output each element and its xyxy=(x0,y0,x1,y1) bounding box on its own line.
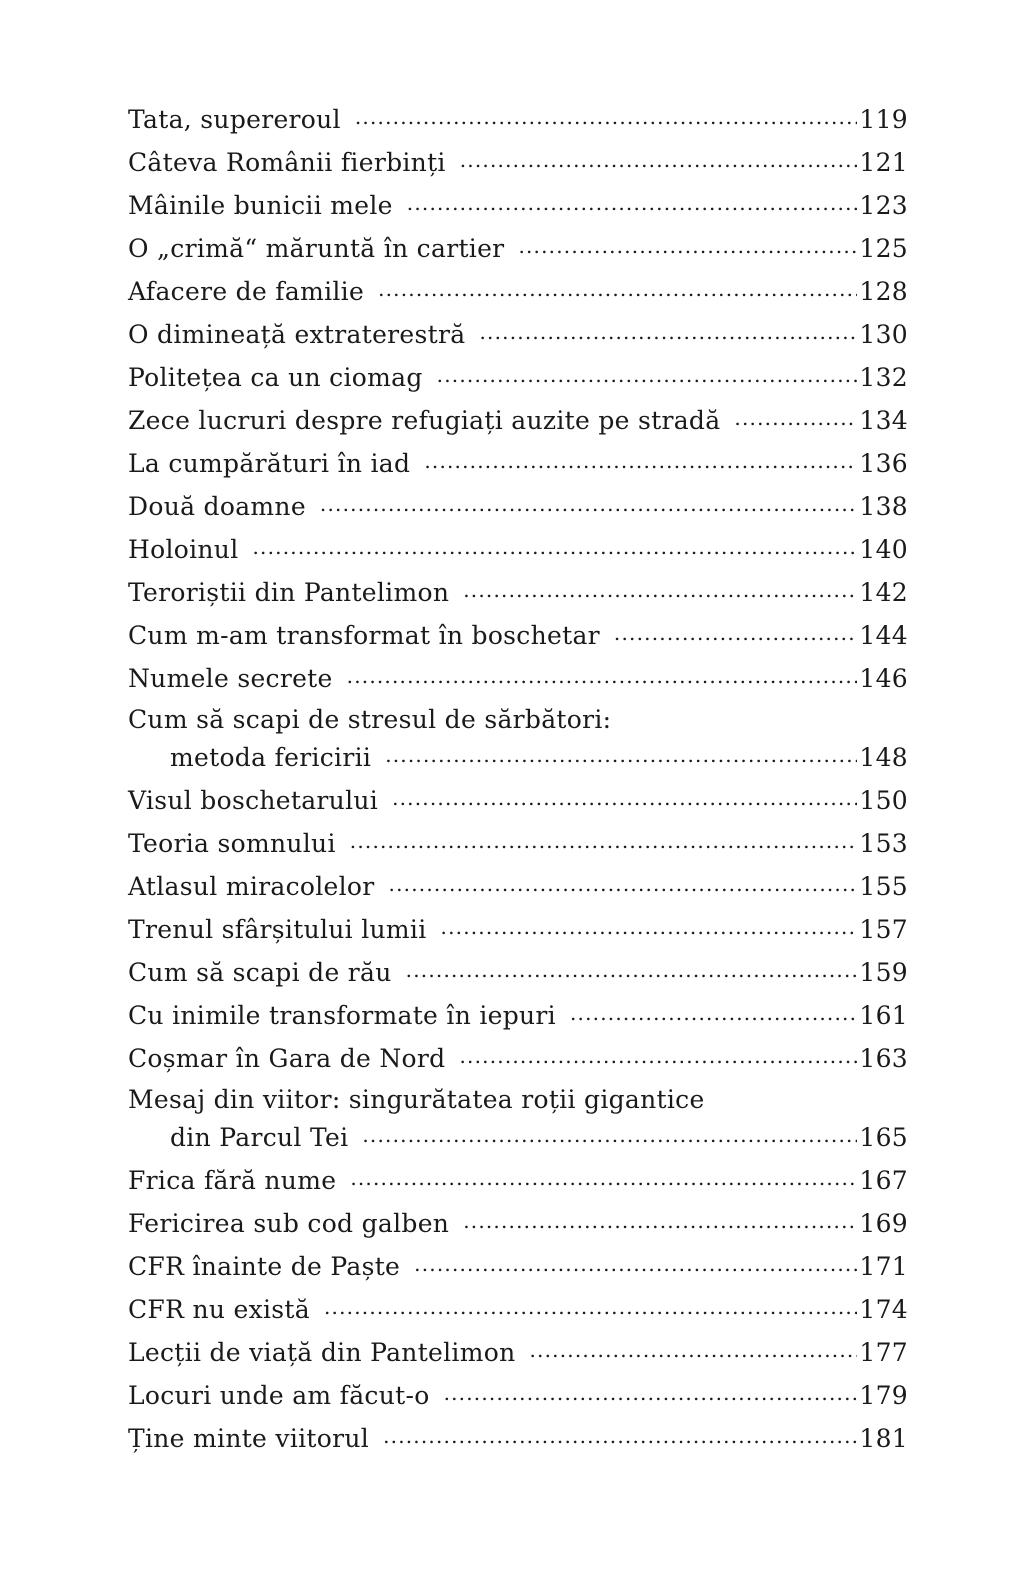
toc-entry-title: Teoria somnului xyxy=(128,829,336,858)
toc-entry-title: Atlasul miracolelor xyxy=(128,872,375,901)
toc-entry[interactable] xyxy=(128,1293,908,1336)
toc-entry-page: 163 xyxy=(859,1044,908,1073)
toc-dot-leader xyxy=(437,361,858,386)
toc-entry-page: 161 xyxy=(859,1001,908,1030)
toc-entry[interactable] xyxy=(128,275,908,318)
toc-entry-page: 165 xyxy=(859,1123,908,1152)
toc-dot-leader xyxy=(460,146,858,171)
toc-entry-title: Visul boschetarului xyxy=(128,786,379,815)
toc-entry[interactable] xyxy=(128,741,908,784)
toc-entry-line1[interactable] xyxy=(128,1085,908,1121)
toc-entry[interactable] xyxy=(128,146,908,189)
toc-entry-page: 119 xyxy=(859,105,908,134)
toc-entry-page: 125 xyxy=(859,234,908,263)
toc-dot-leader xyxy=(355,103,858,128)
toc-dot-leader xyxy=(570,999,857,1024)
toc-entry-title: Două doamne xyxy=(128,492,306,521)
toc-entry-title: Lecții de viață din Pantelimon xyxy=(128,1338,516,1367)
toc-entry-title: din Parcul Tei xyxy=(170,1123,349,1152)
toc-entry[interactable] xyxy=(128,619,908,662)
toc-entry-title-line1: Mesaj din viitor: singurătatea roții gigantice xyxy=(128,1085,705,1114)
toc-dot-leader xyxy=(407,189,858,214)
toc-entry-page: 159 xyxy=(859,958,908,987)
toc-entry-title: Teroriștii din Pantelimon xyxy=(128,578,450,607)
toc-entry-page: 146 xyxy=(859,664,908,693)
toc-entry-page: 138 xyxy=(859,492,908,521)
toc-dot-leader xyxy=(362,1121,857,1146)
toc-entry-page: 157 xyxy=(859,915,908,944)
toc-entry-title: Mâinile bunicii mele xyxy=(128,191,393,220)
toc-entry-title: metoda fericirii xyxy=(170,743,372,772)
table-of-contents xyxy=(128,103,908,1465)
toc-entry-page: 136 xyxy=(859,449,908,478)
toc-entry-title: CFR înainte de Paște xyxy=(128,1252,401,1281)
toc-dot-leader xyxy=(441,913,858,938)
toc-dot-leader xyxy=(414,1250,857,1275)
toc-entry-page: 171 xyxy=(859,1252,908,1281)
toc-entry-title: Câteva Românii fierbinți xyxy=(128,148,446,177)
toc-entry-title: La cumpărături în iad xyxy=(128,449,411,478)
toc-entry-title: Frica fără nume xyxy=(128,1166,337,1195)
toc-entry-title: Politețea ca un ciomag xyxy=(128,363,423,392)
toc-entry-title: Cum să scapi de rău xyxy=(128,958,392,987)
toc-entry-page: 140 xyxy=(859,535,908,564)
toc-entry-title: Holoinul xyxy=(128,535,239,564)
toc-dot-leader xyxy=(459,1042,857,1067)
toc-entry[interactable] xyxy=(128,662,908,705)
toc-entry-title: O dimineață extraterestră xyxy=(128,320,466,349)
toc-dot-leader xyxy=(424,447,857,472)
toc-dot-leader xyxy=(518,232,857,257)
toc-entry[interactable] xyxy=(128,189,908,232)
toc-entry-page: 123 xyxy=(859,191,908,220)
toc-dot-leader xyxy=(350,827,858,852)
toc-entry-page: 181 xyxy=(859,1424,908,1453)
toc-entry-title: Coșmar în Gara de Nord xyxy=(128,1044,446,1073)
toc-entry[interactable] xyxy=(128,999,908,1042)
toc-entry-page: 148 xyxy=(859,743,908,772)
toc-entry[interactable] xyxy=(128,1379,908,1422)
toc-entry[interactable] xyxy=(128,533,908,576)
toc-entry[interactable] xyxy=(128,361,908,404)
toc-dot-leader xyxy=(406,956,858,981)
toc-dot-leader xyxy=(347,662,858,687)
toc-entry-title: Trenul sfârșitului lumii xyxy=(128,915,427,944)
toc-dot-leader xyxy=(389,870,858,895)
toc-dot-leader xyxy=(479,318,857,343)
toc-entry-title: Cu inimile transformate în iepuri xyxy=(128,1001,556,1030)
toc-dot-leader xyxy=(614,619,857,644)
toc-dot-leader xyxy=(463,576,857,601)
toc-entry-page: 121 xyxy=(859,148,908,177)
toc-entry[interactable] xyxy=(128,1250,908,1293)
toc-entry[interactable] xyxy=(128,1336,908,1379)
toc-entry[interactable] xyxy=(128,913,908,956)
toc-entry-page: 155 xyxy=(859,872,908,901)
toc-dot-leader xyxy=(463,1207,857,1232)
toc-entry[interactable] xyxy=(128,490,908,533)
toc-entry-page: 144 xyxy=(859,621,908,650)
toc-entry-title: Ține minte viitorul xyxy=(128,1424,370,1453)
toc-entry-page: 179 xyxy=(859,1381,908,1410)
toc-dot-leader xyxy=(385,741,857,766)
toc-entry-page: 153 xyxy=(859,829,908,858)
toc-entry-title: Cum m-am transformat în boschetar xyxy=(128,621,600,650)
toc-dot-leader xyxy=(253,533,858,558)
toc-dot-leader xyxy=(320,490,857,515)
toc-dot-leader xyxy=(324,1293,857,1318)
toc-entry-title: O „crimă“ măruntă în cartier xyxy=(128,234,505,263)
toc-entry-page: 134 xyxy=(859,406,908,435)
toc-entry[interactable] xyxy=(128,1207,908,1250)
toc-entry-title: Fericirea sub cod galben xyxy=(128,1209,450,1238)
toc-entry-page: 130 xyxy=(859,320,908,349)
toc-entry-title: CFR nu există xyxy=(128,1295,310,1324)
toc-entry-page: 150 xyxy=(859,786,908,815)
toc-entry-page: 177 xyxy=(859,1338,908,1367)
toc-entry[interactable] xyxy=(128,1121,908,1164)
toc-dot-leader xyxy=(378,275,857,300)
toc-entry-page: 132 xyxy=(859,363,908,392)
toc-entry[interactable] xyxy=(128,870,908,913)
toc-entry-page: 142 xyxy=(859,578,908,607)
toc-entry-page: 167 xyxy=(859,1166,908,1195)
toc-entry[interactable] xyxy=(128,232,908,275)
toc-dot-leader xyxy=(350,1164,857,1189)
toc-entry[interactable] xyxy=(128,1422,908,1465)
toc-entry-line1[interactable] xyxy=(128,705,908,741)
toc-entry[interactable] xyxy=(128,1164,908,1207)
toc-entry[interactable] xyxy=(128,447,908,490)
toc-dot-leader xyxy=(392,784,857,809)
toc-dot-leader xyxy=(383,1422,857,1447)
toc-dot-leader xyxy=(530,1336,858,1361)
toc-entry-title: Zece lucruri despre refugiați auzite pe stradă xyxy=(128,406,721,435)
toc-dot-leader xyxy=(444,1379,858,1404)
toc-entry[interactable] xyxy=(128,404,908,447)
toc-entry[interactable] xyxy=(128,103,908,146)
toc-entry-page: 128 xyxy=(859,277,908,306)
toc-entry-page: 169 xyxy=(859,1209,908,1238)
toc-entry[interactable] xyxy=(128,956,908,999)
toc-entry-title: Locuri unde am făcut-o xyxy=(128,1381,430,1410)
toc-entry[interactable] xyxy=(128,827,908,870)
toc-entry[interactable] xyxy=(128,318,908,361)
toc-dot-leader xyxy=(734,404,857,429)
toc-entry-title: Tata, supereroul xyxy=(128,105,341,134)
toc-entry-page: 174 xyxy=(859,1295,908,1324)
toc-entry[interactable] xyxy=(128,784,908,827)
toc-entry-title: Afacere de familie xyxy=(128,277,365,306)
toc-entry[interactable] xyxy=(128,576,908,619)
toc-entry-title-line1: Cum să scapi de stresul de sărbători: xyxy=(128,705,612,734)
toc-entry[interactable] xyxy=(128,1042,908,1085)
toc-entry-title: Numele secrete xyxy=(128,664,333,693)
